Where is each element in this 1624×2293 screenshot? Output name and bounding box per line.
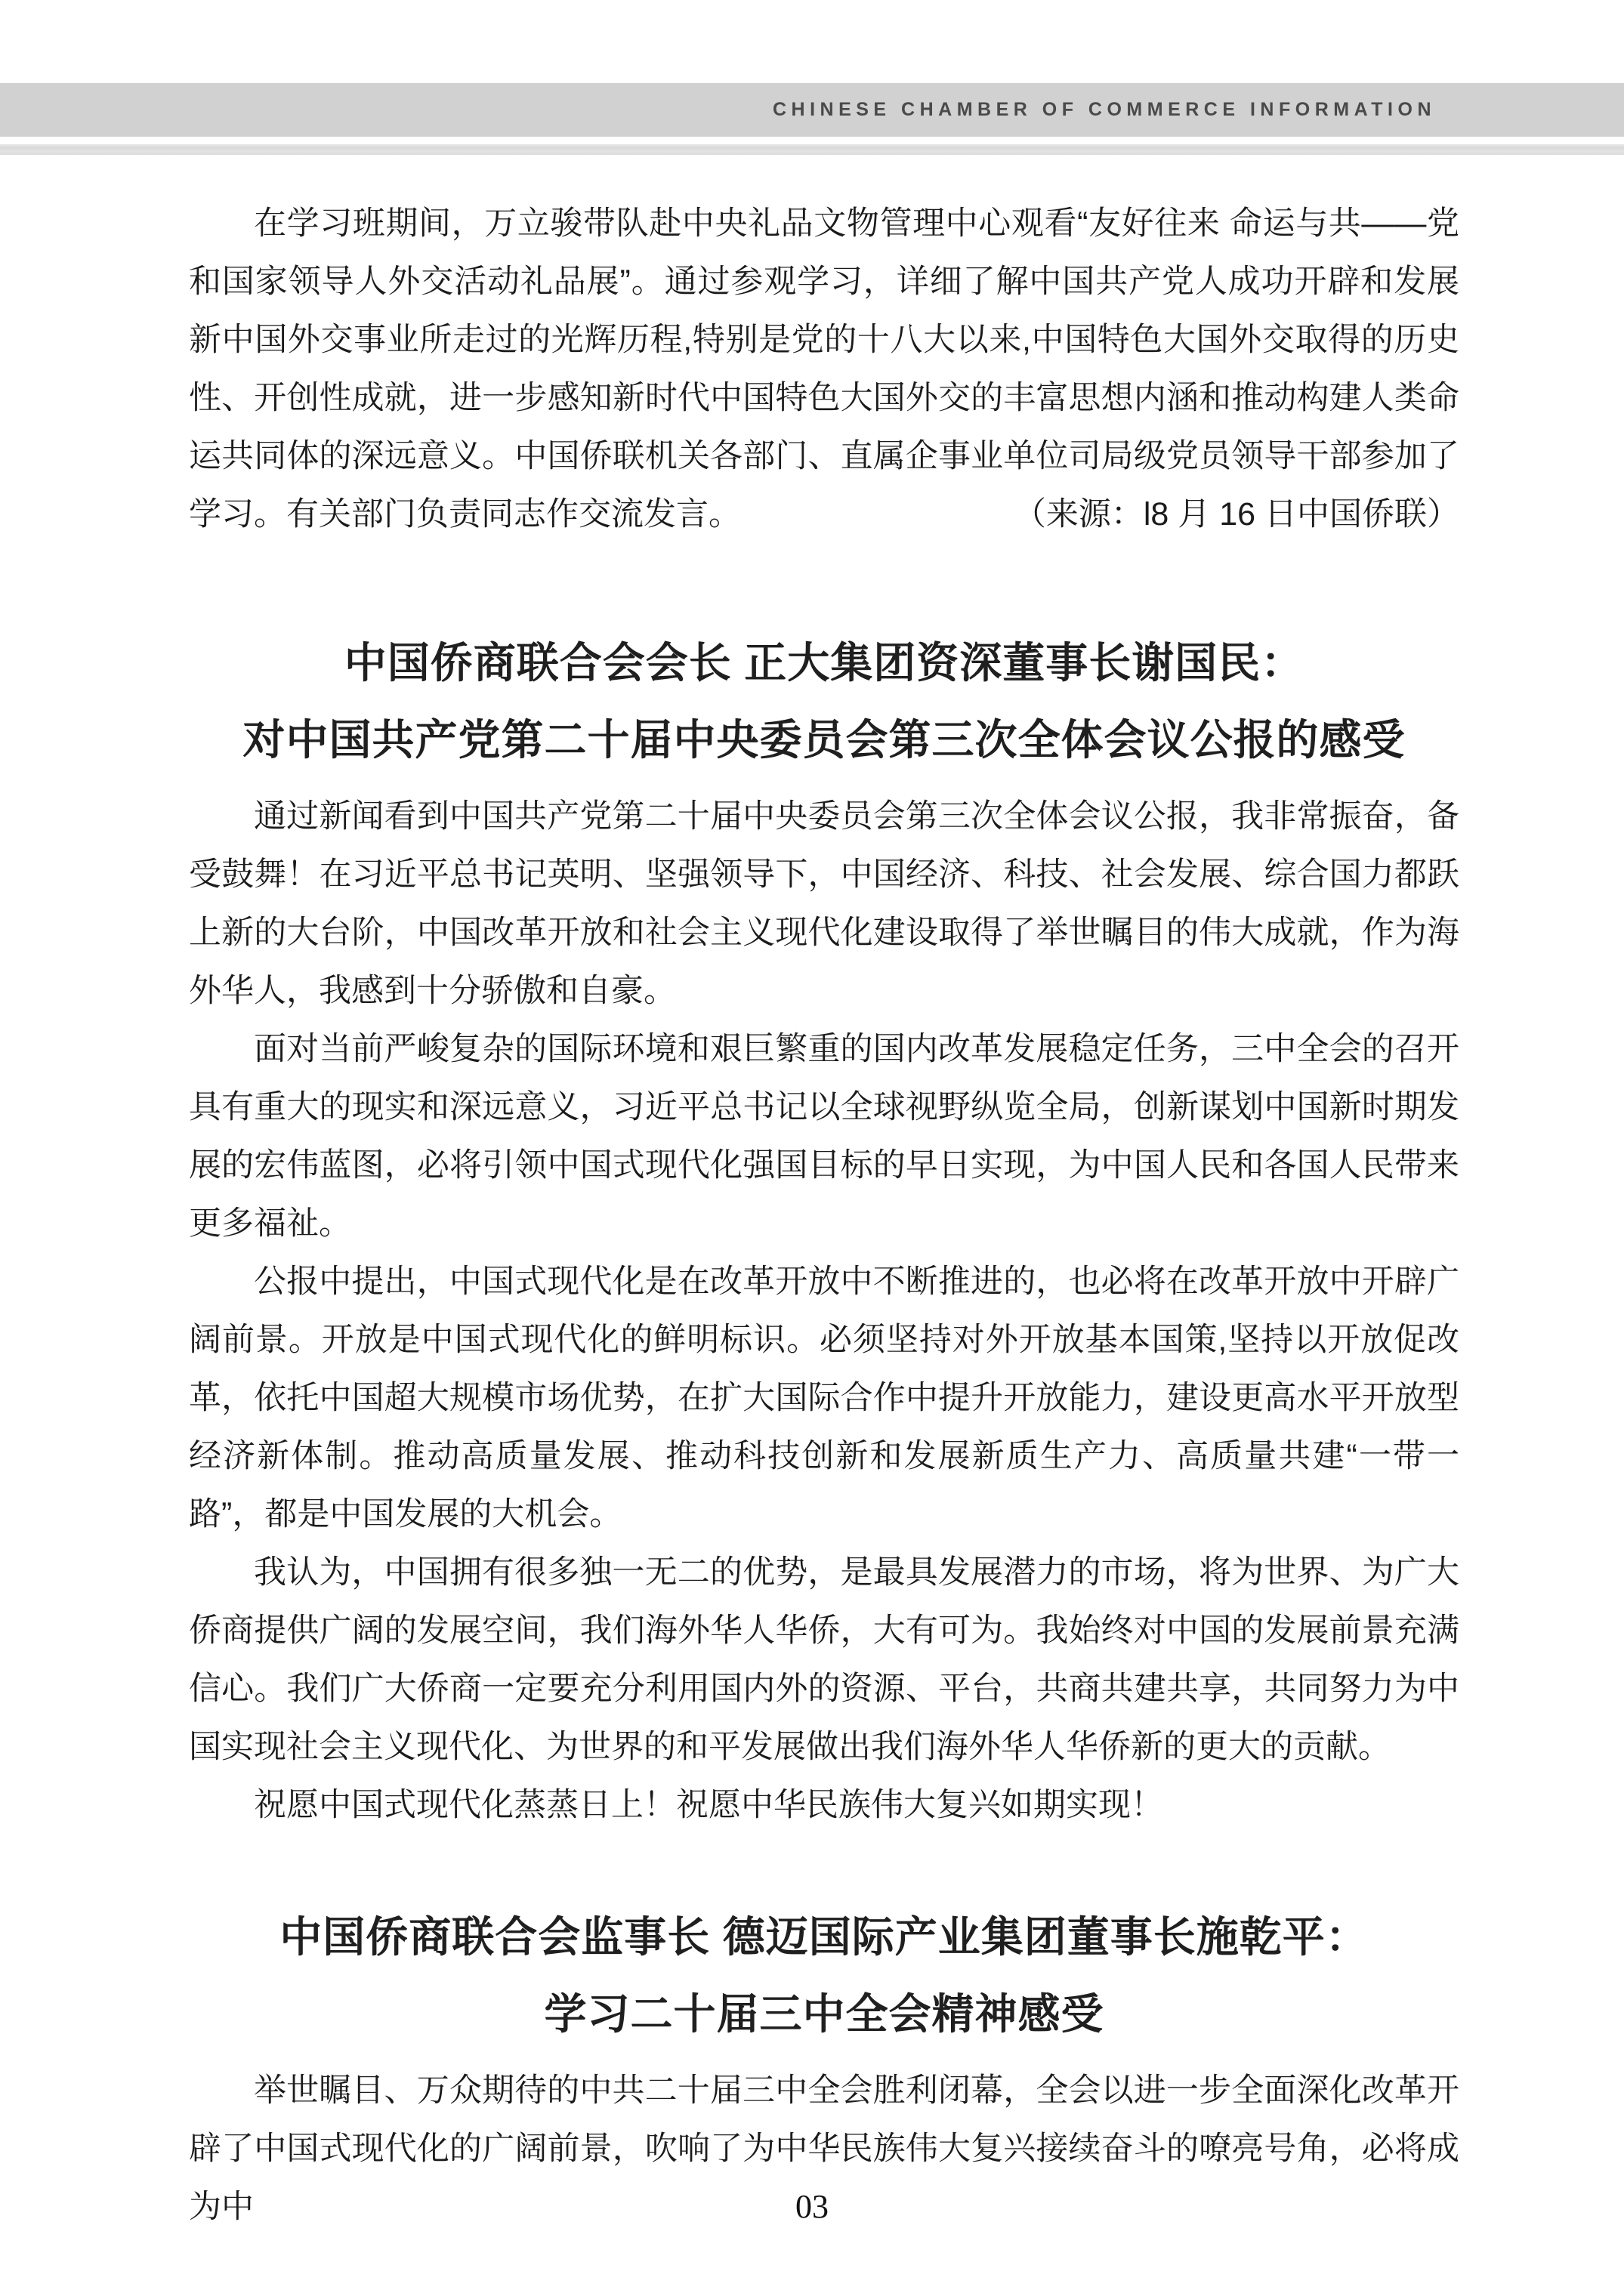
- section-shi-qianping: [189, 1899, 1459, 2236]
- body-paragraph: 面对当前严峻复杂的国际环境和艰巨繁重的国内改革发展稳定任务，三中全会的召开具有重大的现实和深远意义，习近平总书记以全球视野纵览全局，创新谋划中国新时期发展的宏伟蓝图，必将引领中国式现代化强国目标的早日实现，为中国人民和各国人民带来更多福祉。: [189, 1031, 1459, 1242]
- header-banner-text: CHINESE CHAMBER OF COMMERCE INFORMATION: [772, 99, 1436, 120]
- section-heading: [189, 1899, 1459, 2053]
- section-heading-line-2: 对中国共产党第二十届中央委员会第三次全体会议公报的感受: [242, 716, 1406, 764]
- header-banner: [0, 83, 1624, 137]
- body-paragraph: 公报中提出，中国式现代化是在改革开放中不断推进的，也必将在改革开放中开辟广阔前景。开放是中国式现代化的鲜明标识。必须坚持对外开放基本国策,坚持以开放促改革，依托中国超大规模市场优势，在扩大国际合作中提升开放能力，建设更高水平开放型经济新体制。推动高质量发展、推动科技创新和发展新质生产力、高质量共建“一带一路”，都是中国发展的大机会。: [189, 1264, 1459, 1532]
- section-heading-line-1: 中国侨商联合会监事长 德迈国际产业集团董事长施乾平：: [279, 1913, 1369, 1961]
- intro-paragraph: [189, 195, 1459, 544]
- section-heading: [189, 625, 1459, 779]
- section-xie-guomin: [189, 625, 1459, 1835]
- page-number: 03: [795, 2188, 829, 2225]
- section-heading-line-2: 学习二十届三中全会精神感受: [544, 1990, 1104, 2038]
- article-content: [189, 195, 1459, 2236]
- header-stripe: [0, 144, 1624, 155]
- body-paragraph: 通过新闻看到中国共产党第二十届中央委员会第三次全体会议公报，我非常振奋，备受鼓舞！在习近平总书记英明、坚强领导下，中国经济、科技、社会发展、综合国力都跃上新的大台阶，中国改革开放和社会主义现代化建设取得了举世瞩目的伟大成就，作为海外华人，我感到十分骄傲和自豪。: [189, 798, 1459, 1009]
- body-paragraph: 举世瞩目、万众期待的中共二十届三中全会胜利闭幕，全会以进一步全面深化改革开辟了中国式现代化的广阔前景，吹响了为中华民族伟大复兴接续奋斗的嘹亮号角，必将成为中: [189, 2072, 1459, 2225]
- body-paragraph: 我认为，中国拥有很多独一无二的优势，是最具发展潜力的市场，将为世界、为广大侨商提供广阔的发展空间，我们海外华人华侨，大有可为。我始终对中国的发展前景充满信心。我们广大侨商一定要充分利用国内外的资源、平台，共商共建共享，共同努力为中国实现社会主义现代化、为世界的和平发展做出我们海外华人华侨新的更大的贡献。: [189, 1554, 1459, 1765]
- body-paragraph: 祝愿中国式现代化蒸蒸日上！祝愿中华民族伟大复兴如期实现！: [254, 1787, 1163, 1823]
- intro-paragraph-text: 在学习班期间，万立骏带队赴中央礼品文物管理中心观看“友好往来 命运与共——党和国家领导人外交活动礼品展”。通过参观学习，详细了解中国共产党人成功开辟和发展新中国外交事业所走过的光辉历程,特别是党的十八大以来,中国特色大国外交取得的历史性、开创性成就，进一步感知新时代中国特色大国外交的丰富思想内涵和推动构建人类命运共同体的深远意义。中国侨联机关各部门、直属企事业单位司局级党员领导干部参加了学习。有关部门负责同志作交流发言。: [189, 205, 1460, 532]
- source-note: （来源：l8 月 16 日中国侨联）: [1013, 496, 1459, 532]
- section-heading-line-1: 中国侨商联合会会长 正大集团资深董事长谢国民：: [344, 639, 1304, 687]
